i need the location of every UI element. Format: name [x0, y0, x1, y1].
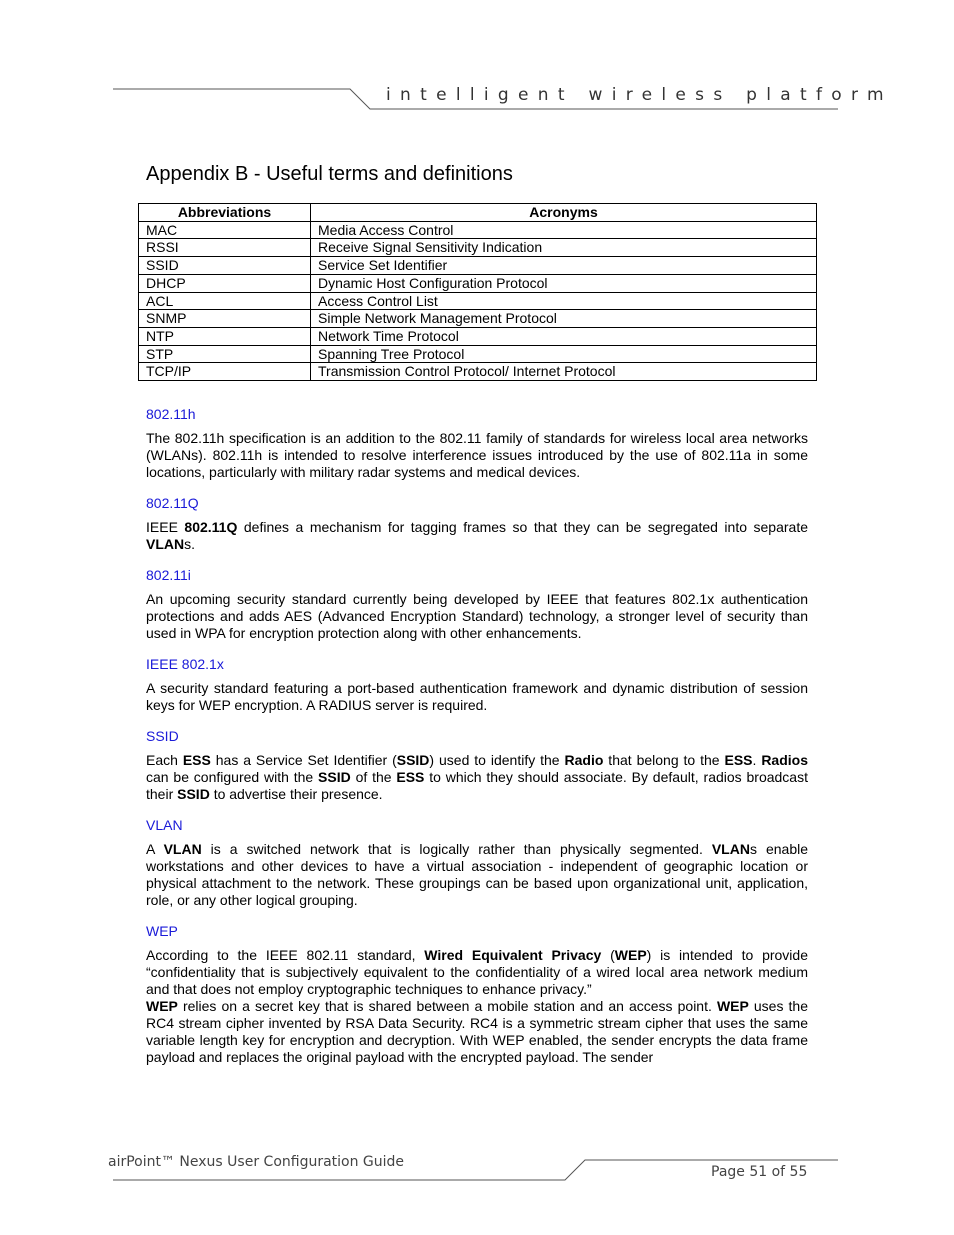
- definition-text: [146, 519, 808, 553]
- text-run: s enable workstations and other devices to have a virtual association - independent of geographic location or physical attachment to the network. These groupings can be based upon organizational unit, application, role, or any other logical grouping.: [146, 841, 808, 908]
- definition-section: [146, 817, 808, 909]
- text-run: to advertise their presence.: [209, 786, 383, 802]
- acronym-cell: Media Access Control: [311, 221, 817, 239]
- acronym-cell: Access Control List: [311, 292, 817, 310]
- definition-term: 802.11Q: [146, 495, 199, 511]
- bold-term: Wired Equivalent Privacy: [424, 947, 602, 963]
- table-row: [139, 345, 817, 363]
- bold-term: WEP: [146, 998, 178, 1014]
- acronym-cell: Service Set Identifier: [311, 257, 817, 275]
- text-run: has a Service Set Identifier (: [210, 752, 397, 768]
- bold-term: WEP: [716, 998, 749, 1014]
- text-run: ) is intended to provide “confidentiality that is subjectively equivalent to the confidentiality of a wired local area network medium and that does not employ cryptographic techniques to enhance privacy.”: [146, 947, 808, 997]
- definition-section: [146, 728, 808, 803]
- text-run: According to the IEEE 802.11 standard,: [146, 947, 425, 963]
- footer-page-number: Page 51 of 55: [711, 1164, 808, 1180]
- definition-text: [146, 591, 808, 642]
- acronym-cell: Network Time Protocol: [311, 327, 817, 345]
- text-run: is a switched network that is logically rather than physically segmented.: [201, 841, 712, 857]
- abbreviations-table: [138, 203, 817, 381]
- definition-text: [146, 998, 808, 1066]
- bold-term: VLAN: [146, 536, 185, 552]
- definition-section: [146, 406, 808, 481]
- abbreviation-cell: NTP: [139, 327, 311, 345]
- text-run: to which they should associate. By default, radios broadcast their: [146, 769, 808, 802]
- definition-text: [146, 430, 808, 481]
- bold-term: ESS: [396, 769, 425, 785]
- definition-section: [146, 495, 808, 553]
- text-run: that belong to the: [603, 752, 725, 768]
- definition-text: [146, 680, 808, 714]
- table-header-row: [139, 204, 817, 222]
- footer-guide-title: airPoint™ Nexus User Configuration Guide: [108, 1154, 405, 1170]
- acronym-cell: Transmission Control Protocol/ Internet Protocol: [311, 363, 817, 381]
- bold-term: ESS: [724, 752, 753, 768]
- text-run: An upcoming security standard currently being developed by IEEE that features 802.1x authentication protections and adds AES (Advanced Encryption Standard) technology, a stronger level of security than used in WPA for encryption protection along with other enhancements.: [146, 591, 808, 641]
- definitions-list: [146, 406, 808, 1080]
- bold-term: Radio: [564, 752, 604, 768]
- text-run: can be configured with the: [146, 769, 319, 785]
- abbreviation-cell: ACL: [139, 292, 311, 310]
- abbreviation-cell: TCP/IP: [139, 363, 311, 381]
- acronym-cell: Dynamic Host Configuration Protocol: [311, 274, 817, 292]
- column-header-abbreviations: Abbreviations: [139, 204, 311, 222]
- definition-section: [146, 923, 808, 1066]
- bold-term: SSID: [318, 769, 351, 785]
- table-row: [139, 257, 817, 275]
- text-run: Each: [146, 752, 183, 768]
- bold-term: WEP: [614, 947, 647, 963]
- bold-term: VLAN: [163, 841, 202, 857]
- abbreviation-cell: SSID: [139, 257, 311, 275]
- definition-section: [146, 656, 808, 714]
- abbreviation-cell: RSSI: [139, 239, 311, 257]
- acronym-cell: Receive Signal Sensitivity Indication: [311, 239, 817, 257]
- column-header-acronyms: Acronyms: [311, 204, 817, 222]
- acronym-cell: Simple Network Management Protocol: [311, 310, 817, 328]
- text-run: relies on a secret key that is shared between a mobile station and an access point.: [177, 998, 717, 1014]
- table-row: [139, 363, 817, 381]
- text-run: uses the RC4 stream cipher invented by RSA Data Security. RC4 is a symmetric stream cipher that uses the same variable length key for encryption and decryption. With WEP enabled, the sender encrypts the data frame payload and replaces the original payload with the encrypted payload. The sender: [146, 998, 808, 1065]
- text-run: of the: [350, 769, 397, 785]
- text-run: .: [752, 752, 762, 768]
- abbreviation-cell: DHCP: [139, 274, 311, 292]
- table-body: [139, 221, 817, 380]
- definition-term: 802.11i: [146, 567, 191, 583]
- definition-term: WEP: [146, 923, 178, 939]
- definition-term: IEEE 802.1x: [146, 656, 224, 672]
- text-run: The 802.11h specification is an addition to the 802.11 family of standards for wireless local area networks (WLANs). 802.11h is intended to resolve interference issues introduced by the use of 802.11a in some locations, particularly with military radar systems and medical devices.: [146, 430, 808, 480]
- text-run: ) used to identify the: [429, 752, 565, 768]
- definition-text: [146, 841, 808, 909]
- page-title: Appendix B - Useful terms and definitions: [146, 163, 513, 185]
- definition-term: 802.11h: [146, 406, 196, 422]
- text-run: (: [601, 947, 615, 963]
- abbreviation-cell: MAC: [139, 221, 311, 239]
- header-tagline: intelligent wireless platform: [386, 85, 893, 105]
- definition-term: SSID: [146, 728, 179, 744]
- definition-section: [146, 567, 808, 642]
- table-row: [139, 274, 817, 292]
- bold-term: Radios: [761, 752, 808, 768]
- acronym-cell: Spanning Tree Protocol: [311, 345, 817, 363]
- table-row: [139, 310, 817, 328]
- bold-term: 802.11Q: [184, 519, 238, 535]
- abbreviation-cell: SNMP: [139, 310, 311, 328]
- text-run: A security standard featuring a port-based authentication framework and dynamic distribution of session keys for WEP encryption. A RADIUS server is required.: [146, 680, 808, 713]
- table-row: [139, 221, 817, 239]
- text-run: s.: [184, 536, 196, 552]
- table-row: [139, 239, 817, 257]
- bold-term: ESS: [182, 752, 211, 768]
- bold-term: SSID: [396, 752, 430, 768]
- text-run: IEEE: [146, 519, 185, 535]
- text-run: defines a mechanism for tagging frames so that they can be segregated into separate: [237, 519, 808, 535]
- bold-term: SSID: [177, 786, 210, 802]
- definition-text: [146, 752, 808, 803]
- text-run: A: [146, 841, 164, 857]
- definition-term: VLAN: [146, 817, 183, 833]
- table-row: [139, 292, 817, 310]
- abbreviation-cell: STP: [139, 345, 311, 363]
- table-row: [139, 327, 817, 345]
- bold-term: VLAN: [711, 841, 750, 857]
- definition-text: [146, 947, 808, 998]
